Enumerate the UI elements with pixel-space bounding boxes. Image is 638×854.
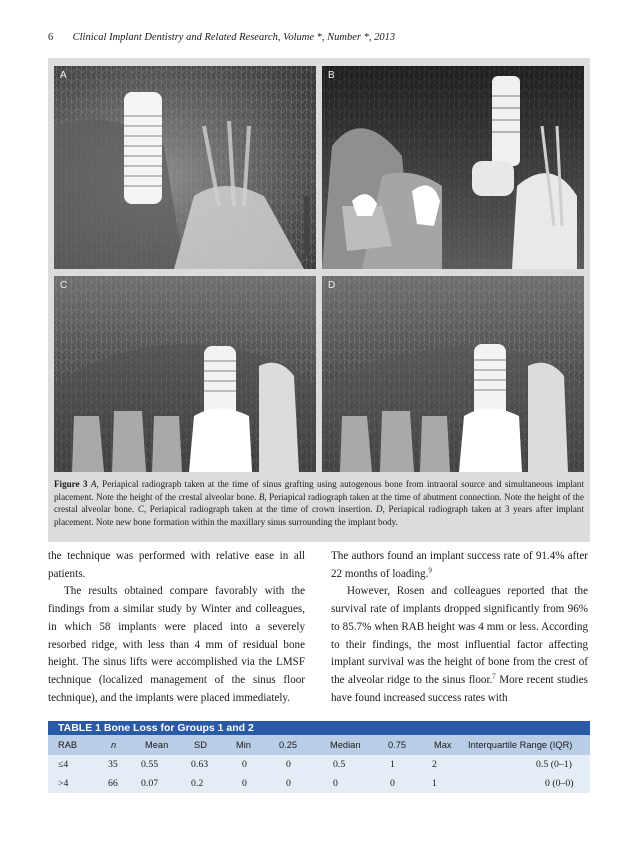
caption-a-label: A,: [90, 479, 99, 489]
table-header-row: [48, 735, 590, 755]
paragraph-text: However, Rosen and colleagues reported that the survival rate of implants dropped significantly from 96% to 85.7% when RAB height was 4 mm or less. According to their findings, the most influential factor affecting implant survival was the height of bone from the crest of the alveolar ridge to the sinus floor.: [331, 585, 588, 686]
figure-3: [48, 58, 590, 542]
caption-c-text: Periapical radiograph taken at the time of crown insertion.: [146, 504, 377, 515]
caption-d-label: D,: [376, 504, 385, 515]
table-cell: 0.63: [191, 759, 209, 770]
caption-c-label: C,: [137, 504, 147, 515]
table-cell: 2: [432, 759, 437, 770]
reference-marker: 9: [428, 566, 432, 575]
panel-label-d: D: [328, 280, 336, 291]
figure-caption: [54, 478, 584, 528]
table-row: [48, 774, 590, 793]
panel-label-b: B: [328, 70, 335, 81]
table-cell: 0 (0–0): [545, 778, 574, 789]
table-cell: 1: [390, 759, 395, 770]
panel-label-a: A: [60, 70, 67, 81]
table-cell: 0: [242, 778, 247, 789]
table-cell: 0: [390, 778, 395, 789]
caption-d-text: Periapical radiograph taken at 3 years after implant placement. Note new bone formation within the maxillary sinus surrounding the implant body.: [54, 504, 584, 527]
table-cell: 0.5: [333, 759, 346, 770]
radiograph-d: [322, 276, 584, 472]
reference-marker: 7: [492, 672, 496, 681]
paragraph: [331, 583, 588, 707]
column-header: Min: [236, 740, 251, 750]
column-header: Median: [330, 740, 361, 750]
table-cell: >4: [58, 778, 69, 789]
table-cell: 0.55: [141, 759, 159, 770]
table-cell: 0: [286, 778, 291, 789]
running-header: [48, 32, 395, 43]
paragraph-text: More recent studies have found increased success rates with: [331, 673, 588, 704]
table-cell: 0.07: [141, 778, 159, 789]
column-header: RAB: [58, 740, 78, 750]
journal-title: Clinical Implant Dentistry and Related Research, Volume *, Number *, 2013: [72, 32, 396, 43]
table-cell: 66: [108, 778, 118, 789]
radiograph-b: [322, 66, 584, 269]
table-1: [48, 721, 590, 793]
paragraph: The results obtained compare favorably with the findings from a similar study by Winter and colleagues, in which 58 implants were placed into a severely resorbed ridge, with less than 4 mm of residual bone height. The sinus lifts were accomplished via the LMSF technique (localized management of the sinus floor technique), and the implants were placed immediately.: [48, 585, 305, 704]
column-header: Interquartile Range (IQR): [468, 740, 573, 750]
body-column-right: [331, 548, 588, 707]
column-header: 0.25: [279, 740, 298, 750]
caption-lead: Figure 3: [54, 479, 88, 489]
column-header: 0.75: [388, 740, 407, 750]
paragraph-text: The authors found an implant success rate of 91.4% after 22 months of loading.: [331, 550, 588, 580]
body-column-left: [48, 548, 305, 707]
caption-b-text: Periapical radiograph taken at the time of abutment connection. Note the height of the crestal alveolar bone.: [54, 491, 585, 515]
caption-a-text: Periapical radiograph taken at the time of sinus grafting using autogenous bone from intraoral source and simultaneous implant placement. Note the height of the crestal alveolar bone.: [54, 479, 584, 502]
paragraph: [331, 548, 588, 583]
caption-b-label: B,: [258, 491, 267, 502]
panel-label-c: C: [60, 280, 68, 291]
column-header: SD: [194, 740, 207, 750]
radiograph-c: [54, 276, 316, 472]
table-row: [48, 755, 590, 774]
table-cell: 0.5 (0–1): [536, 759, 572, 770]
table-cell: ≤4: [58, 759, 69, 770]
column-header: n: [111, 740, 117, 750]
page-number: 6: [48, 32, 54, 43]
table-title: TABLE 1 Bone Loss for Groups 1 and 2: [48, 721, 590, 735]
radiograph-a: [54, 66, 316, 269]
column-header: Mean: [145, 740, 169, 750]
table-cell: 0.2: [191, 778, 204, 789]
column-header: Max: [434, 740, 452, 750]
table-cell: 1: [432, 778, 437, 789]
table-cell: 0: [286, 759, 291, 770]
table-cell: 35: [108, 759, 118, 770]
table-cell: 0: [242, 759, 247, 770]
paragraph: the technique was performed with relative ease in all patients.: [48, 550, 305, 580]
table-cell: 0: [333, 778, 338, 789]
